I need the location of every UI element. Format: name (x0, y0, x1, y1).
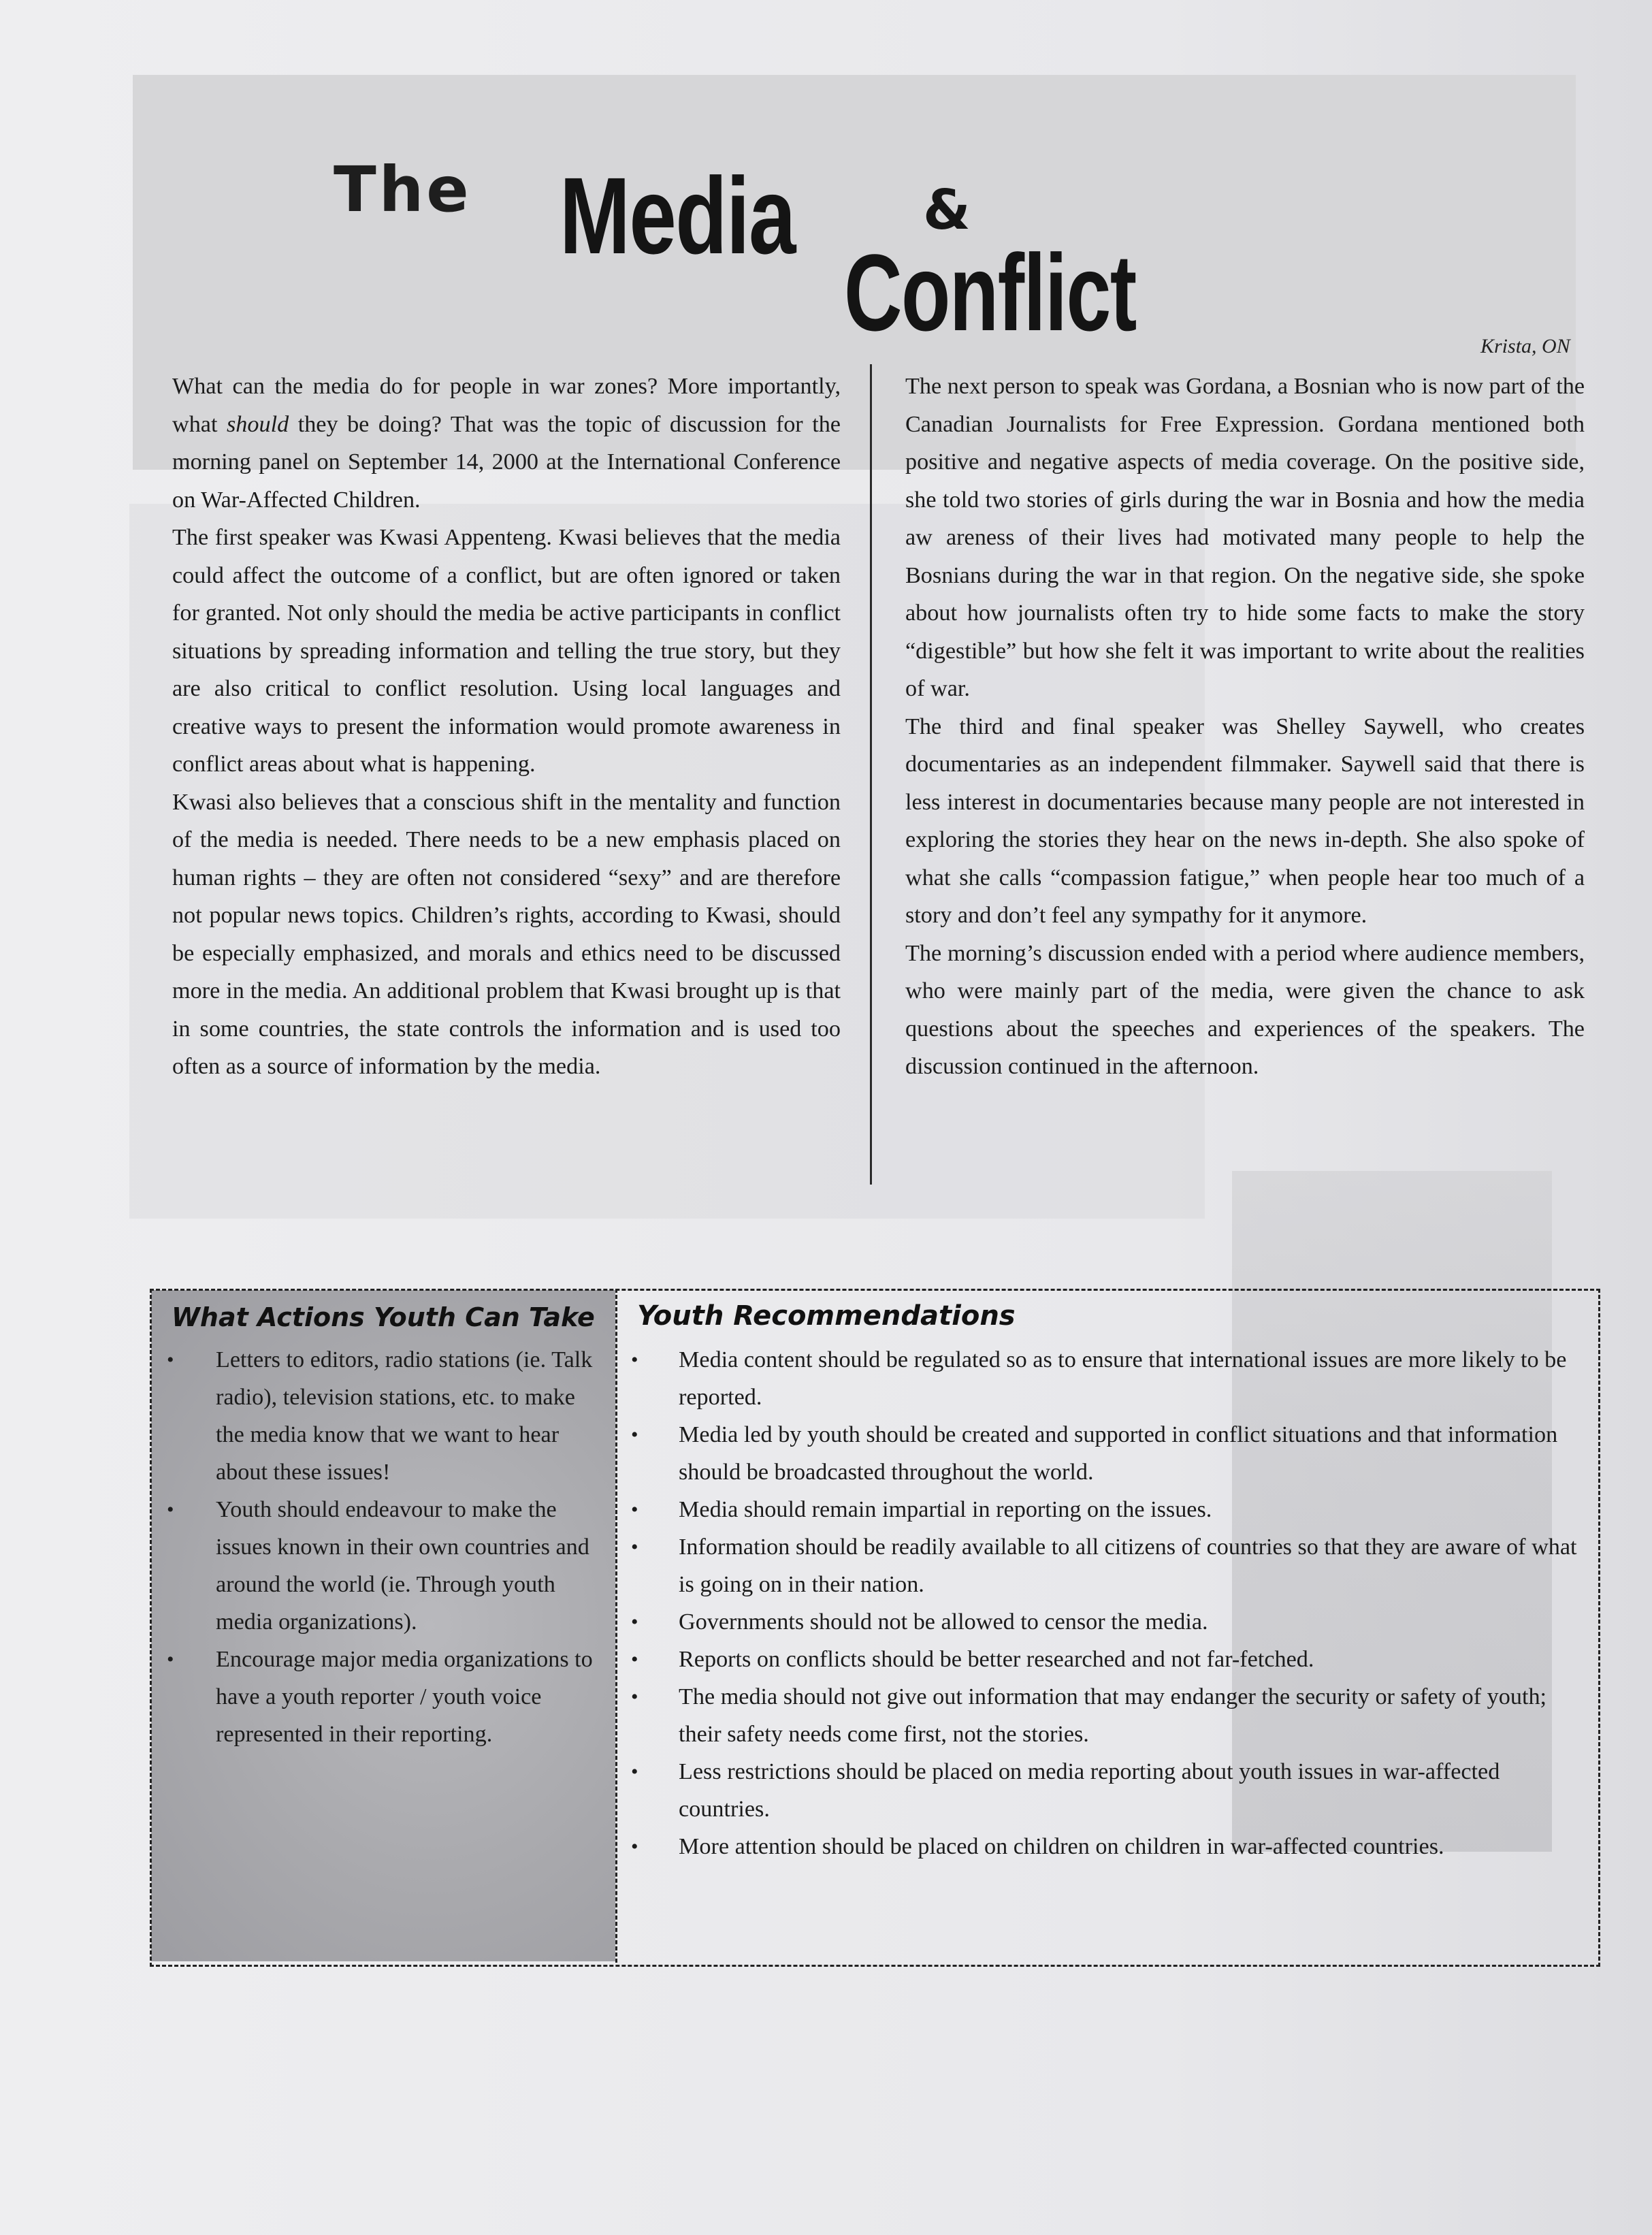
bullet-icon: • (167, 1648, 174, 1671)
title-media: Media (560, 155, 795, 276)
paragraph: The first speaker was Kwasi Appenteng. Kwasi believes that the media could affect the outcome of a conflict, but are often ignored or taken for granted. Not only should the media be active participants in conflict situations by spreading information and telling the true story, but they are also critical to conflict resolution. Using local languages and creative ways to present the information would promote awareness in conflict areas about what is happening. (172, 525, 841, 777)
list-item-text: Less restrictions should be placed on media reporting about youth issues in war-affected countries. (679, 1759, 1500, 1822)
paragraph-text: What can the media do for people in war zones? More importantly, what should they be doing? That was the topic of discussion for the morning panel on September 14, 2000 at the International Conference on War-Affected Children. (172, 374, 841, 513)
recommendations-heading: Youth Recommendations (637, 1300, 1016, 1332)
paragraph: The third and final speaker was Shelley Saywell, who creates documentaries as an independent filmmaker. Saywell said that there is less interest in documentaries because many people are not interested in exploring the stories they hear on the news in-depth. She also spoke of what she calls “compassion fatigue,” when people hear too much of a story and don’t feel any sympathy for it anymore. (905, 713, 1585, 928)
bullet-icon: • (631, 1648, 638, 1671)
list-item-text: Governments should not be allowed to censor the media. (679, 1609, 1208, 1635)
list-item (167, 1491, 597, 1641)
bullet-icon: • (631, 1686, 638, 1708)
bullet-icon: • (631, 1424, 638, 1446)
right-column (905, 368, 1585, 1086)
list-item (631, 1341, 1584, 1416)
list-item (631, 1753, 1584, 1828)
list-item (631, 1828, 1584, 1865)
list-item (631, 1641, 1584, 1678)
list-item-text: Information should be readily available to all citizens of countries so that they are aware of what is going on in their nation. (679, 1534, 1577, 1597)
bullet-icon: • (167, 1349, 174, 1371)
list-item-text: More attention should be placed on children on children in war-affected countries. (679, 1834, 1444, 1859)
bullet-icon: • (167, 1498, 174, 1521)
title-conflict: Conflict (844, 231, 1136, 353)
list-item (631, 1603, 1584, 1641)
emphasis: should (226, 411, 289, 437)
recommendations-list (631, 1341, 1584, 1865)
list-item (631, 1528, 1584, 1603)
list-item-text: Media should remain impartial in reporting on the issues. (679, 1497, 1212, 1522)
bullet-icon: • (631, 1498, 638, 1521)
bullet-icon: • (631, 1835, 638, 1858)
bullet-icon: • (631, 1536, 638, 1558)
list-item (167, 1641, 597, 1753)
paragraph (172, 368, 841, 519)
bullet-icon: • (631, 1760, 638, 1783)
list-item-text: Youth should endeavour to make the issues known in their own countries and around the world (ie. Through youth media organizations). (216, 1497, 589, 1635)
list-item (167, 1341, 597, 1491)
paragraph: The morning’s discussion ended with a period where audience members, who were mainly part of the media, were given the chance to ask questions about the speeches and experiences of the speakers. The discussion continued in the afternoon. (905, 940, 1585, 1079)
paragraph: The next person to speak was Gordana, a Bosnian who is now part of the Canadian Journalists for Free Expression. Gordana mentioned both positive and negative aspects of media coverage. On the positive side, she told two stories of girls during the war in Bosnia and how the media aw areness of their lives had motivated many people to help the Bosnians during the war in that region. On the negative side, she spoke about how journalists often try to hide some facts to make the story “digestible” but how she felt it was important to write about the realities of war. (905, 374, 1585, 701)
title-ampersand: & (923, 178, 971, 242)
box-divider (615, 1289, 617, 1963)
list-item-text: The media should not give out information that may endanger the security or safety of youth; their safety needs come first, not the stories. (679, 1684, 1547, 1747)
left-column (172, 368, 841, 1086)
title-the: The (334, 153, 472, 226)
list-item-text: Letters to editors, radio stations (ie. Talk radio), television stations, etc. to make the media know that we want to hear about these issues! (216, 1347, 593, 1485)
byline: Krista, ON (1480, 335, 1570, 357)
list-item-text: Media led by youth should be created and supported in conflict situations and that information should be broadcasted throughout the world. (679, 1422, 1558, 1485)
actions-list (167, 1341, 597, 1753)
list-item-text: Encourage major media organizations to have a youth reporter / youth voice represented in their reporting. (216, 1647, 593, 1747)
paragraph: Kwasi also believes that a conscious shift in the mentality and function of the media is needed. There needs to be a new emphasis placed on human rights – they are often not considered “sexy” and are therefore not popular news topics. Children’s rights, according to Kwasi, should be especially emphasized, and morals and ethics need to be discussed more in the media. An additional problem that Kwasi brought up is that in some countries, the state controls the information and is used too often as a source of information by the media. (172, 789, 841, 1079)
column-divider (870, 364, 872, 1185)
bullet-icon: • (631, 1349, 638, 1371)
list-item (631, 1678, 1584, 1753)
list-item (631, 1416, 1584, 1491)
list-item-text: Media content should be regulated so as to ensure that international issues are more likely to be reported. (679, 1347, 1567, 1410)
list-item-text: Reports on conflicts should be better researched and not far-fetched. (679, 1647, 1314, 1672)
actions-heading: What Actions Youth Can Take (172, 1302, 595, 1332)
list-item (631, 1491, 1584, 1528)
bullet-icon: • (631, 1611, 638, 1633)
